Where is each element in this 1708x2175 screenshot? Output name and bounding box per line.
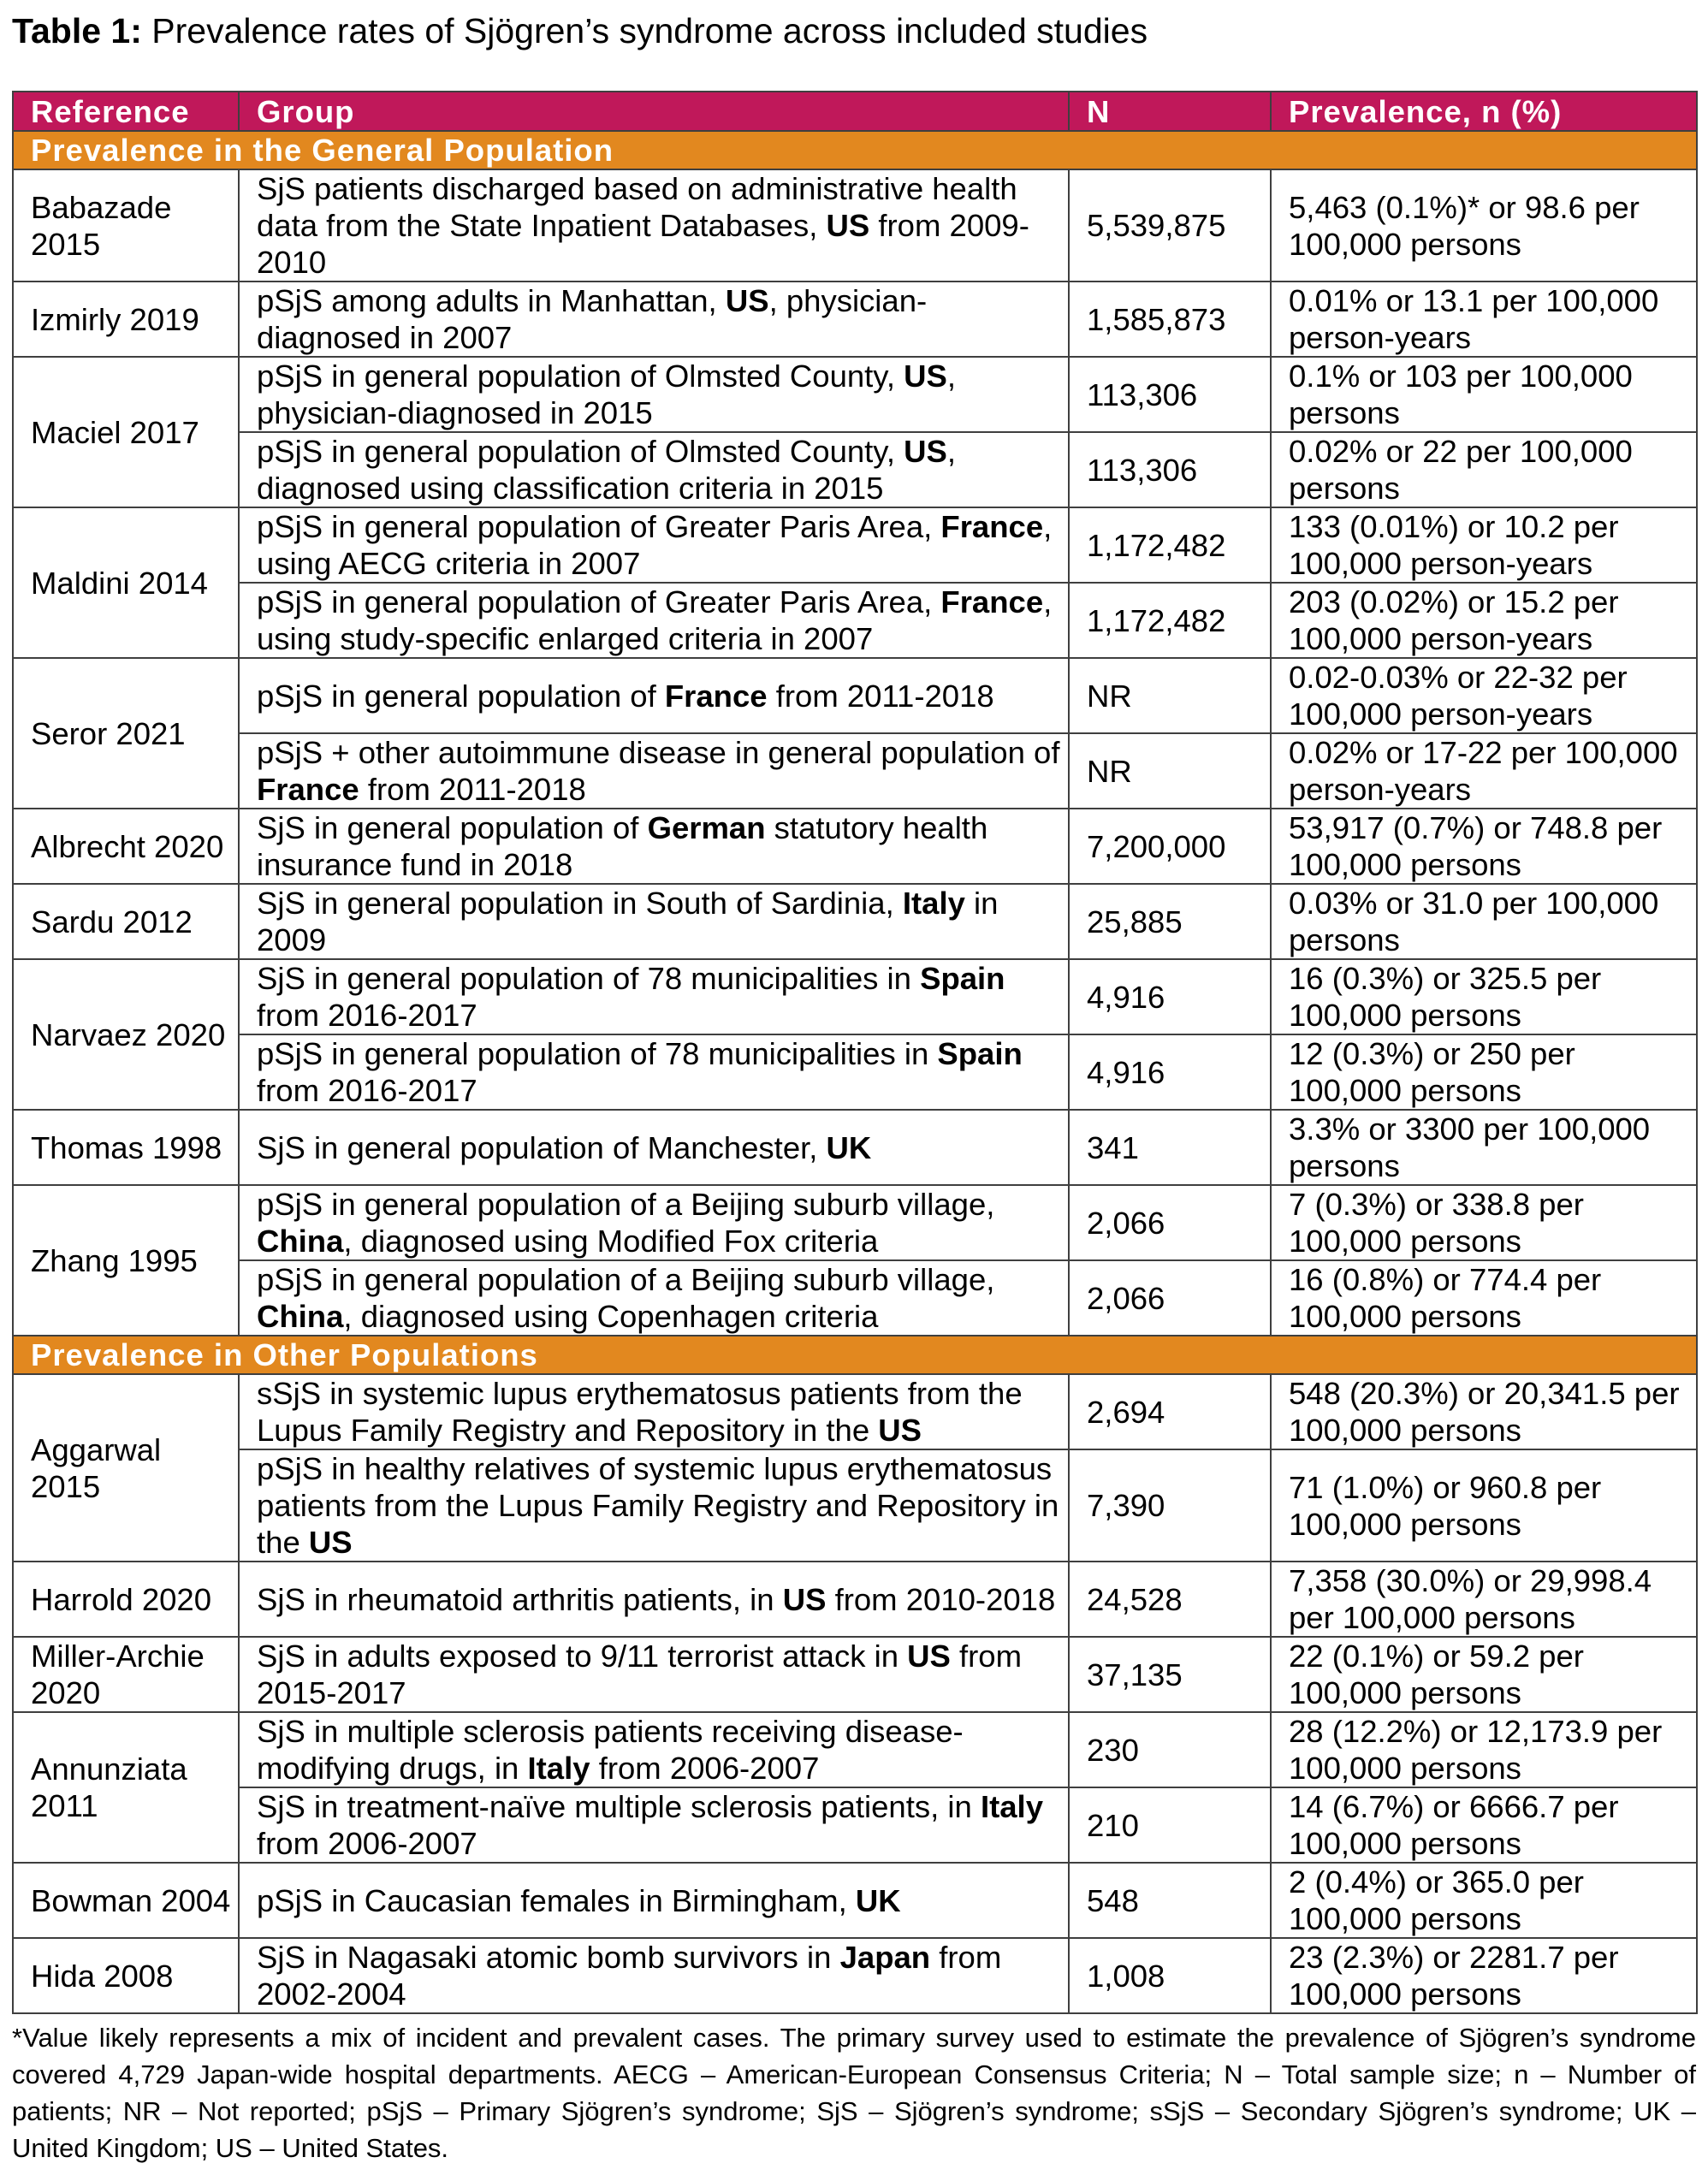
prevalence-cell: 203 (0.02%) or 15.2 per 100,000 person-years [1271,583,1697,658]
reference-cell: Maldini 2014 [13,507,239,658]
header-prevalence: Prevalence, n (%) [1271,92,1697,131]
group-cell: pSjS in general population of Greater Paris Area, France, using AECG criteria in 2007 [239,507,1069,583]
prevalence-cell: 22 (0.1%) or 59.2 per 100,000 persons [1271,1637,1697,1712]
n-cell: 25,885 [1069,884,1271,959]
n-cell: 1,585,873 [1069,282,1271,357]
table-row [13,583,1697,658]
prevalence-cell: 23 (2.3%) or 2281.7 per 100,000 persons [1271,1938,1697,2013]
prevalence-cell: 12 (0.3%) or 250 per 100,000 persons [1271,1034,1697,1110]
n-cell: 2,066 [1069,1185,1271,1260]
section-row [13,1336,1697,1374]
prevalence-cell: 0.1% or 103 per 100,000 persons [1271,357,1697,432]
n-cell: 113,306 [1069,432,1271,507]
table-row [13,1562,1697,1637]
header-row [13,92,1697,131]
n-cell: 4,916 [1069,1034,1271,1110]
table-row [13,1637,1697,1712]
group-cell: SjS in Nagasaki atomic bomb survivors in Japan from 2002-2004 [239,1938,1069,2013]
group-cell: SjS in treatment-naïve multiple sclerosis patients, in Italy from 2006-2007 [239,1787,1069,1863]
table-row [13,884,1697,959]
group-cell: SjS in general population of 78 municipalities in Spain from 2016-2017 [239,959,1069,1034]
prevalence-cell: 0.02% or 22 per 100,000 persons [1271,432,1697,507]
table-row [13,733,1697,809]
table-row [13,432,1697,507]
table-row [13,1863,1697,1938]
group-cell: SjS in adults exposed to 9/11 terrorist attack in US from 2015-2017 [239,1637,1069,1712]
section-other: Prevalence in Other Populations [13,1336,1697,1374]
table-row [13,1034,1697,1110]
n-cell: 7,390 [1069,1449,1271,1562]
prevalence-cell: 2 (0.4%) or 365.0 per 100,000 persons [1271,1863,1697,1938]
reference-cell: Izmirly 2019 [13,282,239,357]
prevalence-table [12,91,1698,2014]
n-cell: 24,528 [1069,1562,1271,1637]
group-cell: pSjS in general population of a Beijing suburb village, China, diagnosed using Modified Fox criteria [239,1185,1069,1260]
reference-cell: Zhang 1995 [13,1185,239,1336]
n-cell: 2,694 [1069,1374,1271,1449]
table-row [13,1260,1697,1336]
reference-cell: Miller-Archie 2020 [13,1637,239,1712]
table-row [13,169,1697,282]
reference-cell: Thomas 1998 [13,1110,239,1185]
reference-cell: Sardu 2012 [13,884,239,959]
table-row [13,1449,1697,1562]
prevalence-cell: 53,917 (0.7%) or 748.8 per 100,000 persons [1271,809,1697,884]
table-title-label: Table 1: [12,11,142,50]
section-general: Prevalence in the General Population [13,131,1697,169]
group-cell: pSjS in general population of Olmsted County, US, physician-diagnosed in 2015 [239,357,1069,432]
group-cell: SjS in general population of German statutory health insurance fund in 2018 [239,809,1069,884]
group-cell: pSjS in healthy relatives of systemic lupus erythematosus patients from the Lupus Family Registry and Repository in the US [239,1449,1069,1562]
table-row [13,282,1697,357]
prevalence-cell: 0.02% or 17-22 per 100,000 person-years [1271,733,1697,809]
prevalence-cell: 5,463 (0.1%)* or 98.6 per 100,000 persons [1271,169,1697,282]
header-group: Group [239,92,1069,131]
n-cell: 2,066 [1069,1260,1271,1336]
group-cell: SjS patients discharged based on administrative health data from the State Inpatient Databases, US from 2009-2010 [239,169,1069,282]
reference-cell: Narvaez 2020 [13,959,239,1110]
prevalence-cell: 7 (0.3%) or 338.8 per 100,000 persons [1271,1185,1697,1260]
table-row [13,1374,1697,1449]
n-cell: 7,200,000 [1069,809,1271,884]
group-cell: pSjS + other autoimmune disease in general population of France from 2011-2018 [239,733,1069,809]
section-row [13,131,1697,169]
prevalence-cell: 0.03% or 31.0 per 100,000 persons [1271,884,1697,959]
prevalence-cell: 0.02-0.03% or 22-32 per 100,000 person-years [1271,658,1697,733]
group-cell: sSjS in systemic lupus erythematosus patients from the Lupus Family Registry and Repository in the US [239,1374,1069,1449]
group-cell: pSjS in general population of France from 2011-2018 [239,658,1069,733]
n-cell: 1,008 [1069,1938,1271,2013]
n-cell: 341 [1069,1110,1271,1185]
group-cell: SjS in general population in South of Sardinia, Italy in 2009 [239,884,1069,959]
n-cell: 1,172,482 [1069,583,1271,658]
header-reference: Reference [13,92,239,131]
n-cell: 210 [1069,1787,1271,1863]
prevalence-cell: 0.01% or 13.1 per 100,000 person-years [1271,282,1697,357]
prevalence-cell: 548 (20.3%) or 20,341.5 per 100,000 persons [1271,1374,1697,1449]
table-row [13,959,1697,1034]
table-row [13,1787,1697,1863]
table-title [12,7,1148,55]
group-cell: pSjS in general population of 78 municipalities in Spain from 2016-2017 [239,1034,1069,1110]
n-cell: NR [1069,733,1271,809]
n-cell: 230 [1069,1712,1271,1787]
reference-cell: Maciel 2017 [13,357,239,507]
prevalence-cell: 28 (12.2%) or 12,173.9 per 100,000 persons [1271,1712,1697,1787]
group-cell: pSjS in general population of Olmsted County, US, diagnosed using classification criteria in 2015 [239,432,1069,507]
n-cell: 548 [1069,1863,1271,1938]
prevalence-cell: 3.3% or 3300 per 100,000 persons [1271,1110,1697,1185]
prevalence-cell: 7,358 (30.0%) or 29,998.4 per 100,000 persons [1271,1562,1697,1637]
group-cell: SjS in general population of Manchester, UK [239,1110,1069,1185]
group-cell: SjS in multiple sclerosis patients receiving disease-modifying drugs, in Italy from 2006-2007 [239,1712,1069,1787]
table-row [13,1110,1697,1185]
reference-cell: Annunziata 2011 [13,1712,239,1863]
n-cell: 113,306 [1069,357,1271,432]
table-row [13,1938,1697,2013]
table-row [13,357,1697,432]
reference-cell: Seror 2021 [13,658,239,809]
reference-cell: Babazade 2015 [13,169,239,282]
reference-cell: Hida 2008 [13,1938,239,2013]
prevalence-cell: 133 (0.01%) or 10.2 per 100,000 person-years [1271,507,1697,583]
n-cell: 1,172,482 [1069,507,1271,583]
footnote: *Value likely represents a mix of incident and prevalent cases. The primary survey used to estimate the prevalence of Sjögren’s syndrome covered 4,729 Japan-wide hospital departments. AECG – American-European Consensus Criteria; N – Total sample size; n – Number of patients; NR – Not reported; pSjS – Primary Sjögren’s syndrome; SjS – Sjögren’s syndrome; sSjS – Secondary Sjögren’s syndrome; UK – United Kingdom; US – United States. [12,2023,1696,2163]
table-row [13,1712,1697,1787]
reference-cell: Aggarwal 2015 [13,1374,239,1562]
prevalence-cell: 16 (0.8%) or 774.4 per 100,000 persons [1271,1260,1697,1336]
group-cell: pSjS in general population of a Beijing suburb village, China, diagnosed using Copenhagen criteria [239,1260,1069,1336]
table-title-text: Prevalence rates of Sjögren’s syndrome across included studies [141,11,1148,50]
n-cell: 4,916 [1069,959,1271,1034]
table-row [13,658,1697,733]
n-cell: 37,135 [1069,1637,1271,1712]
prevalence-cell: 14 (6.7%) or 6666.7 per 100,000 persons [1271,1787,1697,1863]
table-row [13,1185,1697,1260]
header-n: N [1069,92,1271,131]
reference-cell: Albrecht 2020 [13,809,239,884]
n-cell: 5,539,875 [1069,169,1271,282]
prevalence-cell: 16 (0.3%) or 325.5 per 100,000 persons [1271,959,1697,1034]
group-cell: pSjS in general population of Greater Paris Area, France, using study-specific enlarged criteria in 2007 [239,583,1069,658]
group-cell: pSjS in Caucasian females in Birmingham, UK [239,1863,1069,1938]
prevalence-cell: 71 (1.0%) or 960.8 per 100,000 persons [1271,1449,1697,1562]
group-cell: pSjS among adults in Manhattan, US, physician-diagnosed in 2007 [239,282,1069,357]
group-cell: SjS in rheumatoid arthritis patients, in US from 2010-2018 [239,1562,1069,1637]
reference-cell: Bowman 2004 [13,1863,239,1938]
n-cell: NR [1069,658,1271,733]
table-row [13,507,1697,583]
table-row [13,809,1697,884]
reference-cell: Harrold 2020 [13,1562,239,1637]
